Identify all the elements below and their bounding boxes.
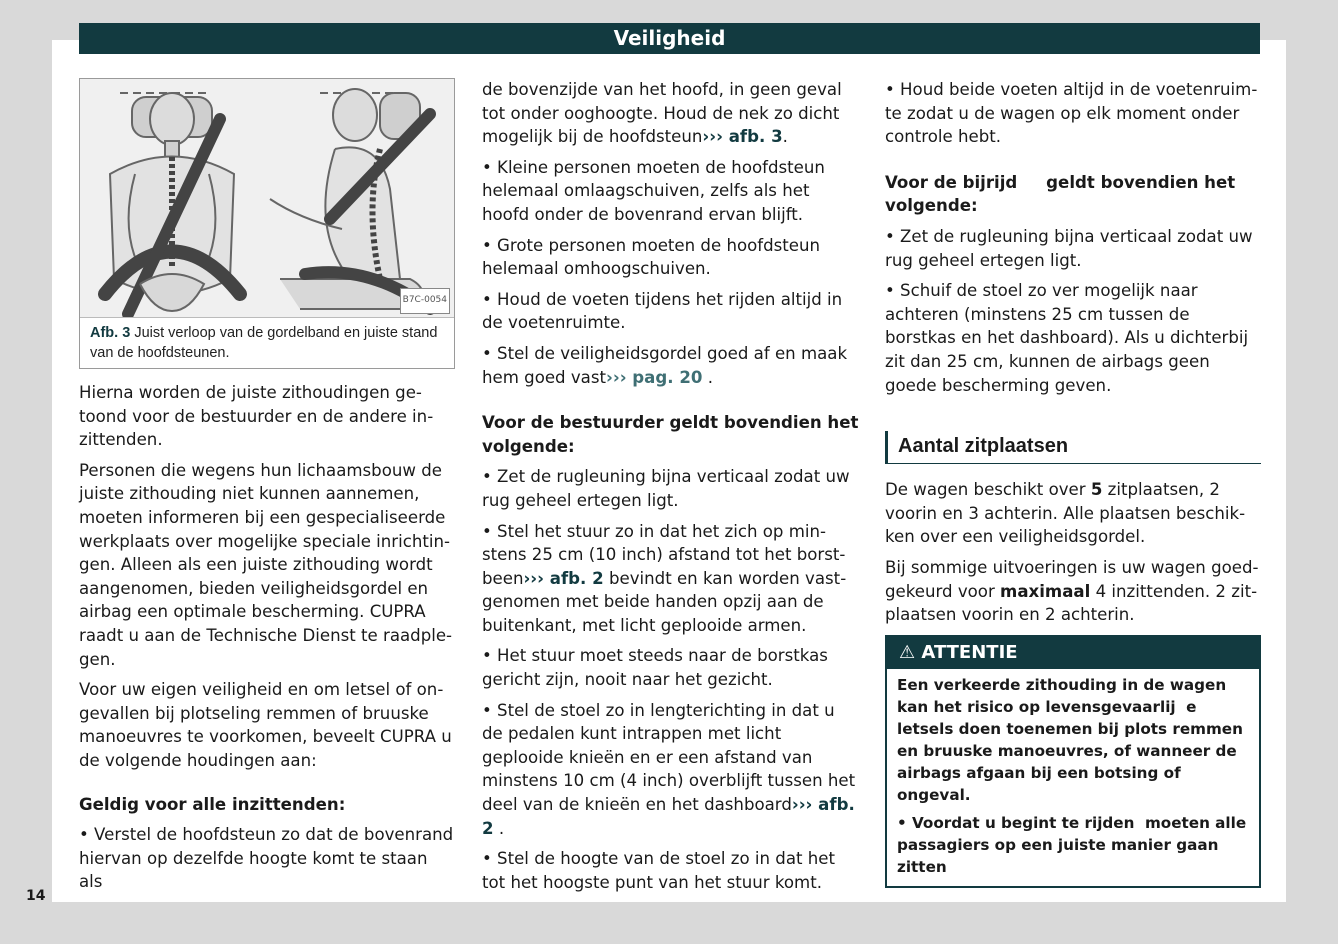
paragraph-text: zitplaatsen, 2 voorin en 3 achterin. Alle plaatsen beschikken over een veiligheidsgordel. [885, 480, 1246, 547]
paragraph-text: Bij sommige uitvoeringen is uw wagen goedgekeurd voor [885, 557, 1259, 601]
paragraph: Hierna worden de juiste zithoudingen getoond voor de bestuurder en de andere inzittenden. [79, 383, 434, 450]
section-header: Veiligheid [79, 23, 1260, 54]
warning-header [887, 637, 1259, 669]
bullet-item: • Het stuur moet steeds naar de borstkas gericht zijn, nooit naar het gezicht. [482, 646, 828, 690]
figure-3 [79, 78, 455, 369]
paragraph-text: De wagen beschikt over [885, 480, 1091, 500]
ref-link-afb2[interactable]: ››› afb. 2 [523, 568, 604, 588]
subheading: Voor de bestuurder geldt bovendien het volgende: [482, 413, 859, 456]
column-1 [79, 78, 455, 901]
subheading: Voor de bijrijd geldt bovendien het volgende: [885, 172, 1241, 216]
column-2 [482, 78, 860, 901]
column-3 [885, 78, 1261, 888]
section-title: Aantal zitplaatsen [885, 431, 1261, 464]
seat-count: 5 [1090, 480, 1103, 500]
figure-illustration [80, 79, 454, 318]
ref-link-afb3[interactable]: ››› afb. 3 [702, 127, 783, 147]
subheading: Geldig voor alle inzittenden: [79, 794, 346, 814]
warning-triangle-icon: ⚠ [899, 641, 916, 663]
warning-box [885, 635, 1261, 888]
page-number: 14 [26, 888, 46, 904]
seatbelt-illustration [80, 79, 454, 317]
ref-link-afb2[interactable]: ››› afb. 2 [482, 795, 855, 838]
figure-code: B7C-0054 [400, 288, 450, 314]
bullet-item: • Schuif de stoel zo ver mogelijk naar achteren (minstens 25 cm tussen de borstkas en het dashboard). Als u dichterbij zit dan 25 cm, kunnen de airbags geen goede bescherming geven. [885, 281, 1249, 395]
bullet-text: bevindt en kan worden vastgenomen met beide handen opzij aan de buitenkant, met licht geplooide armen. [482, 568, 847, 635]
figure-caption-text: Juist verloop van de gordelband en juiste stand van de hoofdsteunen. [90, 325, 438, 361]
paragraph [885, 478, 1261, 549]
emphasis: maximaal [1000, 581, 1091, 601]
warning-text: Een verkeerde zithouding in de wagen kan het risico op levensgevaarlij e letsels doen toenemen bij plots remmen en bruuske manoeuvres, of wanneer de airbags afgaan bij een botsing of ongeval. [897, 675, 1249, 804]
warning-title: ATTENTIE [921, 641, 1018, 663]
paragraph [885, 556, 1261, 627]
bullet-text: • Stel de veiligheidsgordel goed af en maak hem goed vast [482, 343, 848, 387]
paragraph: Voor uw eigen veiligheid en om letsel of ongevallen bij plotseling remmen of bruuske manoeuvres te voorkomen, beveelt CUPRA u de volgende houdingen aan: [79, 680, 452, 770]
bullet-item: • Zet de rugleuning bijna verticaal zodat uw rug geheel ertegen ligt. [885, 226, 1253, 270]
bullet-item: • Stel de hoogte van de stoel zo in dat het tot het hoogste punt van het stuur komt. [482, 849, 836, 892]
bullet-item [482, 520, 860, 638]
paragraph: de bovenzijde van het hoofd, in geen geval tot onder ooghoogte. Houd de nek zo dicht mogelijk bij de hoofdsteun››› afb. 3. [482, 80, 842, 147]
bullet-item: • Kleine personen moeten de hoofdsteun helemaal omlaagschuiven, zelfs als het hoofd onder de bovenrand ervan blijft. [482, 157, 825, 224]
warning-bullet: • Voordat u begint te rijden moeten alle passagiers op een juiste manier gaan zitten [897, 813, 1252, 876]
bullet-item: • Zet de rugleuning bijna verticaal zodat uw rug geheel ertegen ligt. [482, 467, 850, 510]
bullet-item: • Grote personen moeten de hoofdsteun helemaal omhoogschuiven. [482, 235, 821, 279]
paragraph: Personen die wegens hun lichaamsbouw de juiste zithouding niet kunnen aannemen, moeten informeren bij een gespecialiseerde werkplaats over mogelijke speciale inrichtingen. Alleen als een juiste zithouding wordt aangenomen, bieden veiligheidsgordel en airbag een optimale bescherming. CUPRA raadt u aan de Technische Dienst te raadplegen. [79, 460, 453, 669]
bullet-item: • Verstel de hoofdsteun zo dat de bovenrand hiervan op dezelfde hoogte komt te staan als [79, 825, 454, 892]
bullet-item: • Stel de stoel zo in lengterichting in dat u de pedalen kunt intrappen met licht geplooide knieën en er een afstand van minstens 10 cm (4 inch) overblijft tussen het deel van de knieën en het dashboard››› afb. 2 . [482, 700, 856, 838]
bullet-item: • Houd beide voeten altijd in de voetenruimte zodat u de wagen op elk moment onder controle hebt. [885, 80, 1258, 147]
bullet-text: • Stel het stuur zo in dat het zich op minstens 25 cm (10 inch) afstand tot het borstbeen [482, 521, 846, 588]
warning-body [887, 669, 1259, 886]
bullet-item: • Stel de veiligheidsgordel goed af en maak hem goed vast››› pag. 20 . [482, 343, 848, 387]
paragraph-text: de bovenzijde van het hoofd, in geen geval tot onder ooghoogte. Houd de nek zo dicht mogelijk bij de hoofdsteun [482, 80, 842, 147]
bullet-item: • Houd de voeten tijdens het rijden altijd in de voetenruimte. [482, 289, 843, 333]
figure-label: Afb. 3 [90, 325, 131, 341]
ref-link-pag20[interactable]: ››› pag. 20 [606, 367, 703, 387]
bullet-text: • Stel de stoel zo in lengterichting in dat u de pedalen kunt intrappen met licht geplooide knieën en er een afstand van minstens 10 cm (4 inch) overblijft tussen het deel van de knieën en het dashboard [482, 700, 856, 815]
paragraph-text: 4 inzittenden. 2 zitplaatsen voorin en 2 achterin. [885, 581, 1258, 625]
figure-caption [80, 318, 454, 368]
